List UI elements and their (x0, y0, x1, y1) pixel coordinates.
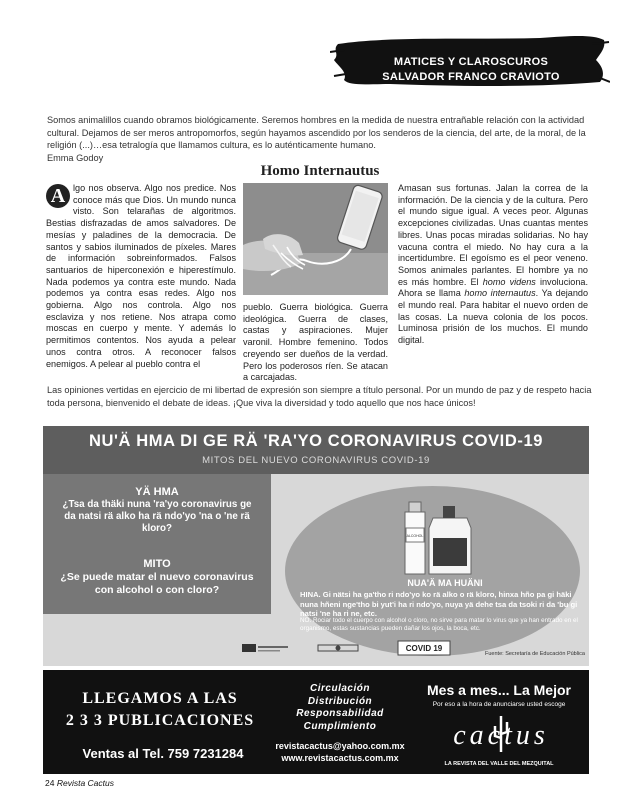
bottles-icon (395, 494, 475, 576)
page-number: 24 (45, 778, 55, 788)
column-header (346, 55, 596, 85)
ad-website[interactable]: www.revistacactus.com.mx (281, 753, 399, 763)
epigraph-text: Somos animalillos cuando obramos biológicamente. Seremos hombres en la medida de nuestra entrañable relación con la actividad cultural. Dejamos de ser meros antropomorfos, según hayamos ascendido por los senderos de la ciencia, del arte, de la moral, de la religión (...)…esa tetralogía que llamamos cultura, es lo auténticamente humano. (47, 115, 586, 150)
ad-headline-2: 2 3 3 PUBLICACIONES (65, 712, 255, 729)
myth-question-hnahnu: ¿Tsa da thäki nuna 'ra'yo coronavirus ge da natsi rä alko ha rä ndo'yo 'na o 'ne rä kloro? (62, 499, 252, 535)
myth-label-hnahnu: YÄ HMA (135, 486, 179, 498)
covid-subtitle: MITOS DEL NUEVO CORONAVIRUS COVID-19 (202, 455, 430, 466)
phone-hands-illustration (243, 183, 388, 295)
myth-question-spanish: ¿Se puede matar el nuevo coronavirus con alcohol o con cloro? (60, 571, 254, 596)
article-photo (243, 183, 388, 295)
article-title: Homo Internautus (260, 163, 380, 179)
column-name: MATICES Y CLAROSCUROS (393, 56, 549, 68)
disclaimer: Las opiniones vertidas en ejercicio de mi libertad de expresión son siempre a título personal. Por un mundo de paz y de respeto hacia toda persona, bienvenido el debate de ideas. ¡Que viva la diversidad y todo aquello que nos hace únicos! (47, 385, 592, 408)
epigraph-author: Emma Godoy (47, 152, 104, 163)
covid-title: NU'Ä HMA DI GE RÄ 'RA'YO CORONAVIRUS COVID-19 (88, 432, 544, 450)
answer-spanish: NO. Rociar todo el cuerpo con alcohol o cloro, no sirve para matar lo virus que ya han entrado en el organismo, estas sustancias pueden dañar los ojos, la boca, etc. (300, 617, 578, 632)
italic-term-1: homo videns (482, 276, 536, 287)
ad-headline-1: LLEGAMOS A LAS (82, 690, 238, 707)
answer-heading: NUA'Ä MA HUÄNI (407, 578, 483, 588)
ad-tagline: LA REVISTA DEL VALLE DEL MEZQUITAL (444, 761, 554, 767)
page-footer (45, 778, 114, 788)
article-column-2: pueblo. Guerra biológica. Guerra ideológica. Guerra de clases, castas y aspiraciones. Mujer varonil. Hombre femenino. Todos creyendo ser dueños de la verdad. Pero los poderosos ríen. Se atacan a carcajadas. (243, 302, 388, 383)
column-3-text-a: Amasan sus fortunas. Jalan la correa de la información. De la ciencia y de la cultura. Pero el mundo sigue igual. A veces peor. Algunas excepciones civilizadas. Unas cuantas mentes libres. Unas pocas miradas solidarias. No hay vacuna contra el miedo. No hay cura a la incertidumbre. El egoísmo es el peor veneno. Somos animales parlantes. El hombre ya no es más hombre. El (398, 183, 588, 287)
italic-term-2: homo internautus (464, 288, 536, 299)
epigraph (47, 114, 587, 164)
answer-hnahnu: HINA. Gi nätsi ha ga'tho ri ndo'yo ko rä alko o rä kloro, hinxa hño pa gi häki nuna hñeni nge'tho bi yut'i ha ri ndo'yo, nuya yä dehe tsa da tsoki ri da 'bu gi natsi 'ne ha ri ne, etc. (300, 590, 578, 618)
myth-label-spanish: MITO (143, 558, 171, 570)
column-3-text-c: . Ya dejando el mundo real. Para habitar el nuevo orden de las cosas. La nueva colonia de los pocos. Luminosa prisión de los muchos. El mundo digital. (398, 288, 588, 346)
ad-phone: Ventas al Tel. 759 7231284 (82, 746, 244, 761)
cactus-logo-text: cactus (453, 720, 549, 751)
dropcap: A (46, 184, 70, 208)
ad-right-subtitle: Por eso a la hora de anunciarse usted escoge (432, 701, 566, 708)
author-name: SALVADOR FRANCO CRAVIOTO (382, 71, 560, 83)
article-column-1 (46, 183, 236, 370)
column-1-text: lgo nos observa. Algo nos predice. Nos conoce más que Dios. Un mundo nunca visto. Son telarañas de algoritmos. Bestias disfrazadas de amos salvadores. De mesías y paladines de la democracia. De santos y sabios iluminados de píxeles. Mares de información sobreinformados. Falsos santuarios de hiperconexión e hiperestímulo. Nada podemos ya contra este mundo. Nada podemos ya contra esas redes. Algo nos gobierna. Algo nos controla. Algo nos esclaviza y nos retiene. Nos atrapa como moscas en cuerpo y mente. Y además lo permitimos contentos. Nos ayuda a pelear unos contra otros. A reconocer falsos enemigos. A pelear al pueblo contra el (46, 183, 236, 369)
ad-service-2: Distribución (307, 695, 373, 707)
article-column-3 (398, 183, 588, 347)
ad-service-1: Circulación (310, 683, 370, 694)
ad-right-title: Mes a mes... La Mejor (427, 682, 571, 698)
ad-service-4: Cumplimiento (303, 720, 377, 732)
ad-email[interactable]: revistacactus@yahoo.com.mx (275, 741, 405, 751)
ad-service-3: Responsabilidad (296, 708, 384, 719)
covid19-logo-text: COVID 19 (405, 644, 443, 653)
column-3-text-b: involuciona. Ahora se llama (398, 276, 589, 299)
publication-name: Revista Cactus (56, 778, 115, 788)
ad-services (270, 683, 410, 733)
logos-strip (240, 640, 460, 656)
sponsor-logos (240, 640, 460, 656)
covid-source: Fuente: Secretaría de Educación Pública (485, 651, 585, 657)
cactus-logo (425, 714, 577, 754)
bottle-label: ALCOHOL (406, 534, 424, 538)
